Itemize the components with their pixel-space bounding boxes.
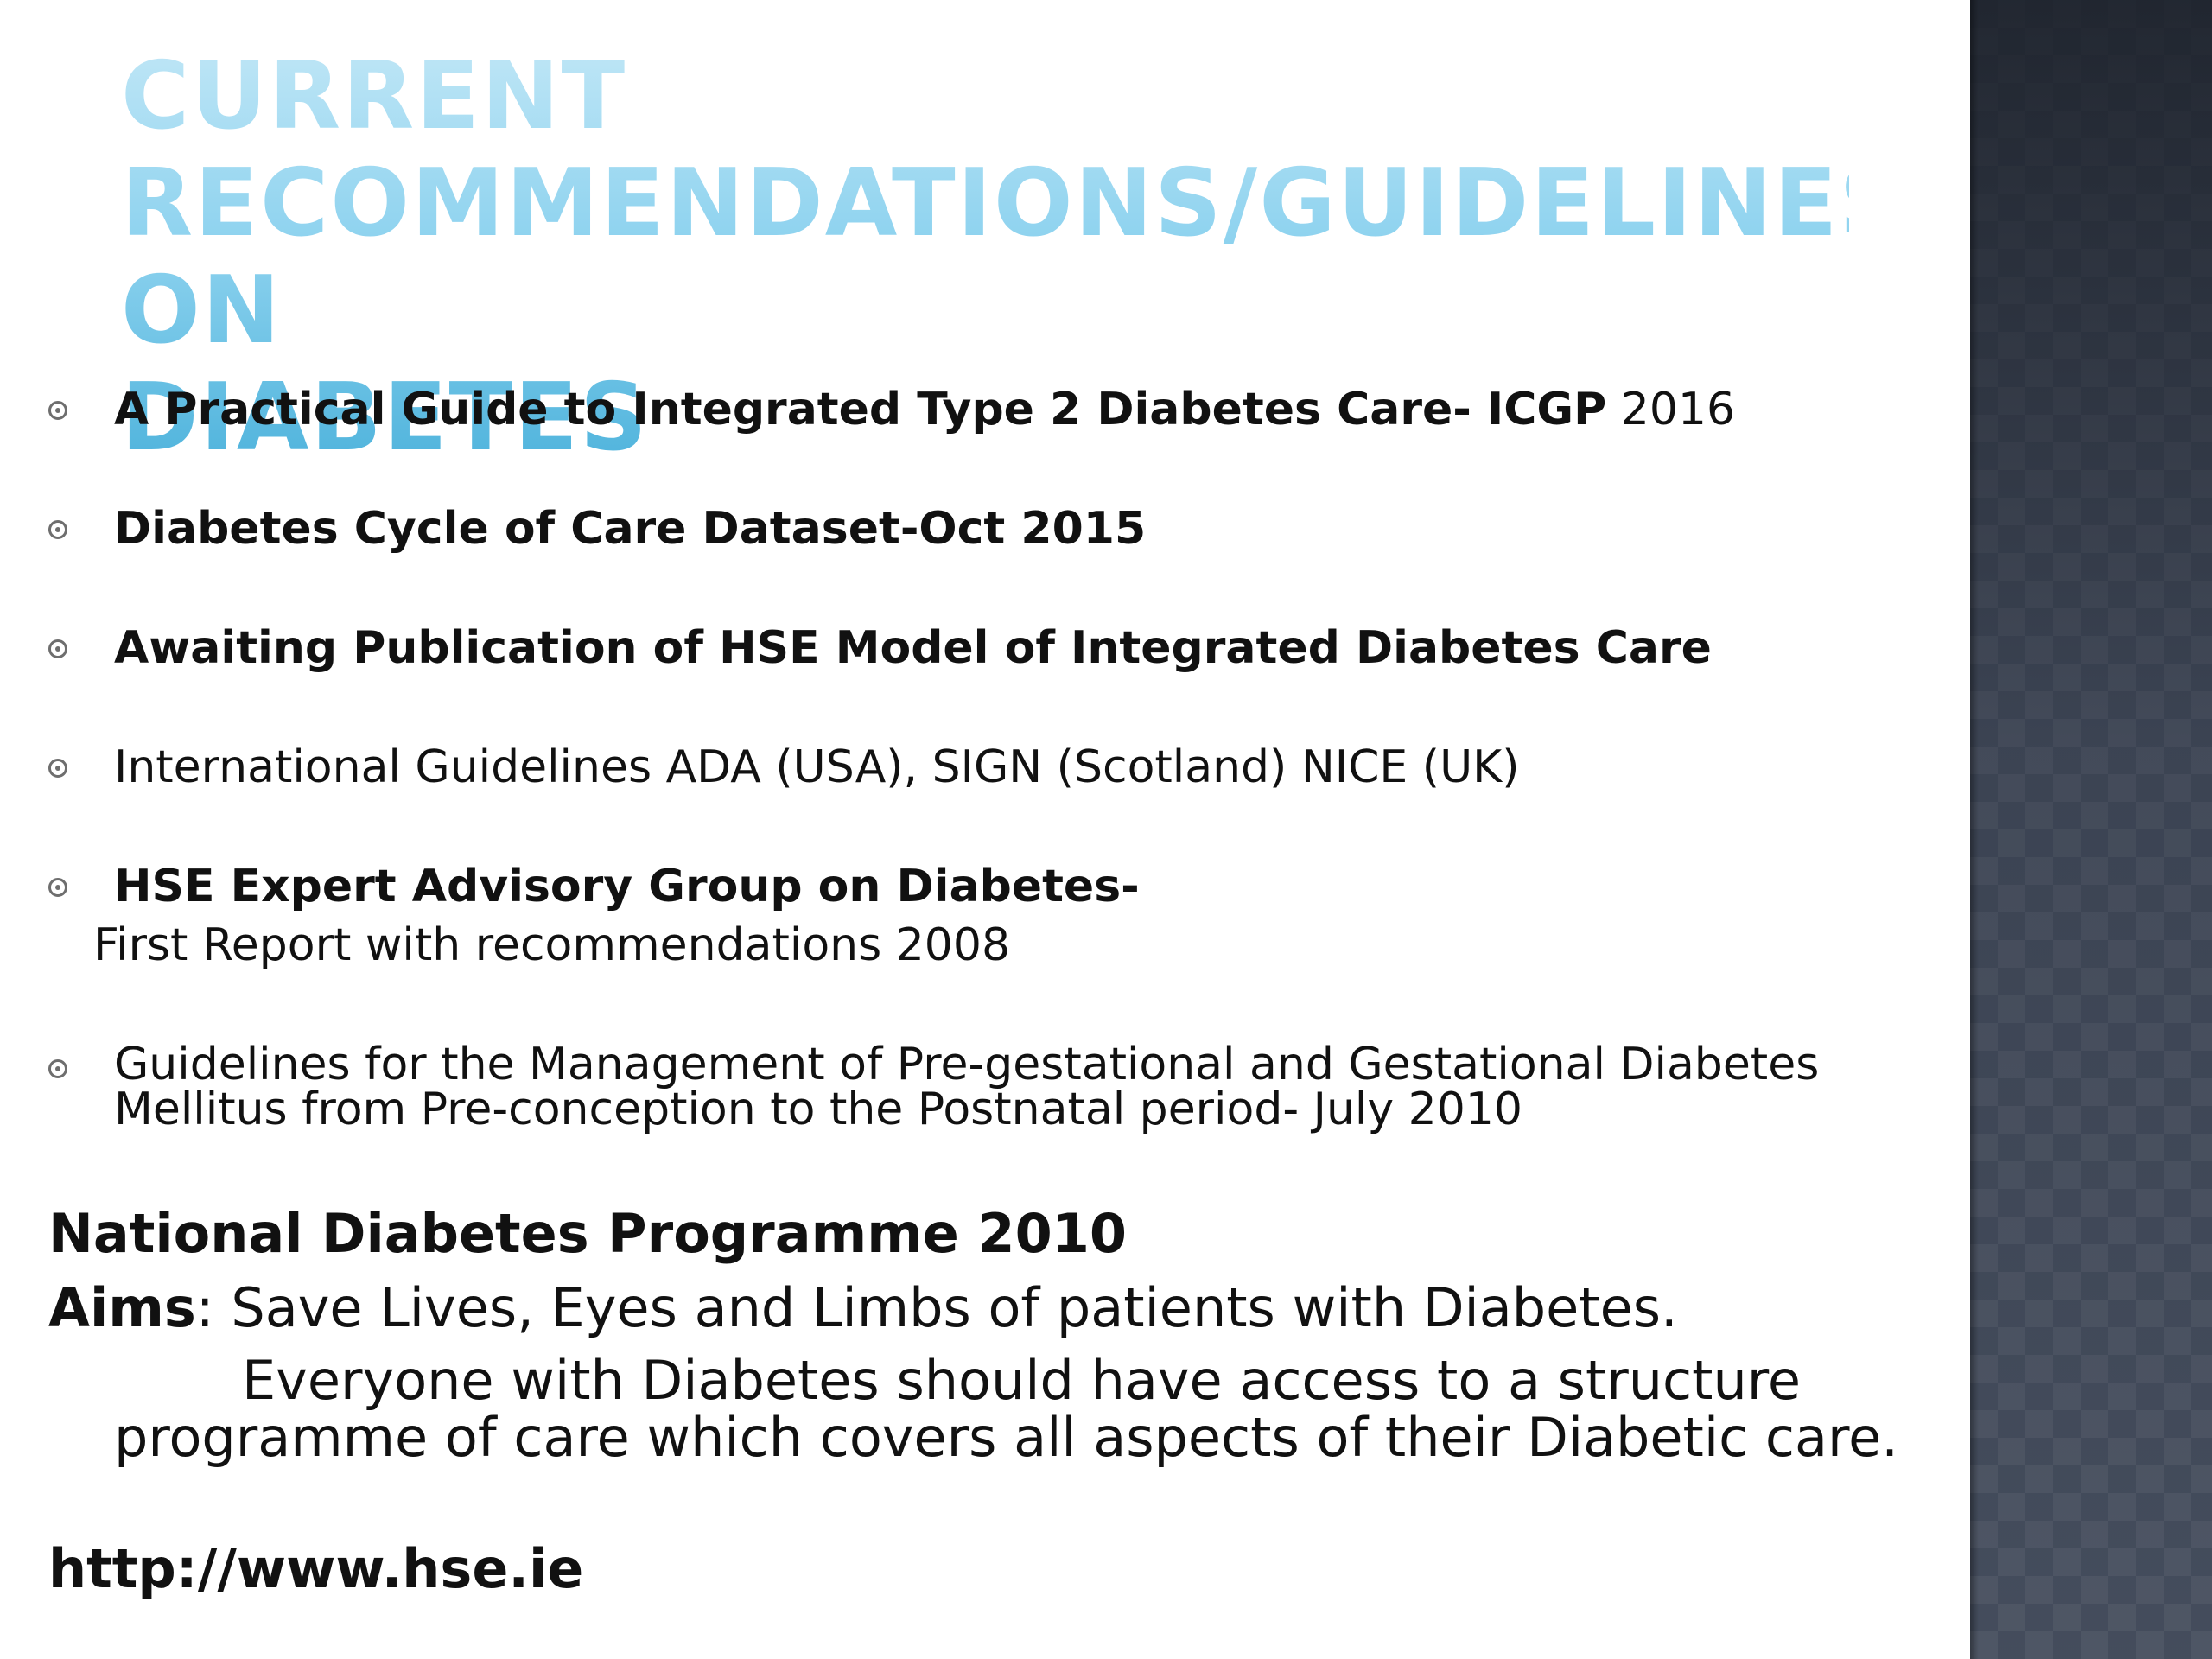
- bullet-item: [48, 1039, 1932, 1137]
- bullet-text: [114, 1039, 1820, 1135]
- bullet-continuation-text: First Report with recommendations 2008: [93, 919, 1011, 971]
- bullet-line: Mellitus from Pre-conception to the Postnatal period- July 2010: [114, 1084, 1523, 1135]
- bullet-normal-text: 2016: [1606, 384, 1736, 435]
- decorative-side-band: [1970, 0, 2212, 1659]
- title-line: CURRENT: [121, 42, 627, 150]
- bullet-normal-text: International Guidelines ADA (USA), SIGN (Scotland) NICE (UK): [114, 741, 1520, 793]
- title-line: DIABETES: [121, 364, 649, 472]
- bullet-text: [114, 384, 1735, 435]
- title-line: RECOMMENDATIONS/GUIDELINES ON: [121, 149, 1909, 365]
- circled-dot-icon: [48, 639, 67, 658]
- aims-label: Aims: [48, 1276, 196, 1339]
- aims-line: Everyone with Diabetes should have access to a structure: [242, 1349, 1802, 1412]
- aims-line: programme of care which covers all aspects of their Diabetic care.: [114, 1406, 1898, 1469]
- circled-dot-icon: [48, 401, 67, 420]
- circled-dot-icon: [48, 759, 67, 778]
- bullet-bold-text: Awaiting Publication of HSE Model of Integrated Diabetes Care: [114, 622, 1712, 674]
- programme-title: National Diabetes Programme 2010: [48, 1202, 1127, 1265]
- programme-aims: [48, 1277, 1678, 1339]
- circled-dot-icon: [48, 520, 67, 539]
- bullet-line: Guidelines for the Management of Pre-gestational and Gestational Diabetes: [114, 1039, 1820, 1090]
- website-url: http://www.hse.ie: [48, 1537, 584, 1600]
- circled-dot-icon: [48, 1059, 67, 1078]
- circled-dot-icon: [48, 878, 67, 897]
- aims-text: : Save Lives, Eyes and Limbs of patients with Diabetes.: [195, 1276, 1678, 1339]
- bullet-bold-text: A Practical Guide to Integrated Type 2 Diabetes Care- ICGP: [114, 384, 1607, 435]
- bullet-bold-text: HSE Expert Advisory Group on Diabetes-: [114, 861, 1140, 912]
- bullet-bold-text: Diabetes Cycle of Care Dataset-Oct 2015: [114, 503, 1147, 555]
